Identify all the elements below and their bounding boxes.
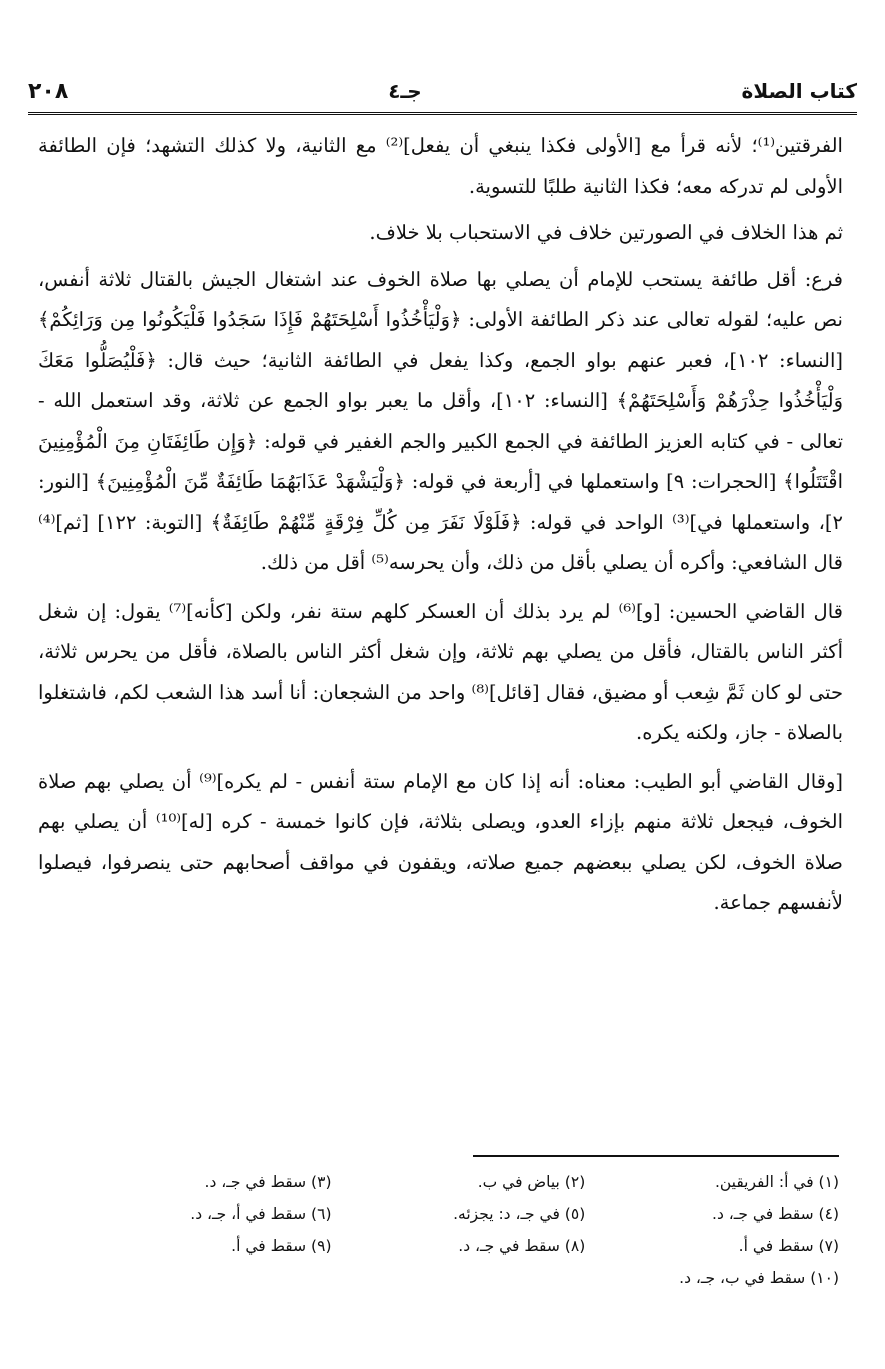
footnote-7: (٧) سقط في أ. <box>738 1237 839 1255</box>
main-text <box>38 126 843 930</box>
footnote-5: (٥) في جـ، د: يجزئه. <box>453 1205 586 1223</box>
footnote-10: (١٠) سقط في ب، جـ، د. <box>679 1269 839 1287</box>
footnote-3: (٣) سقط في جـ، د. <box>204 1173 332 1191</box>
page-header <box>28 74 857 108</box>
paragraph-2: ثم هذا الخلاف في الصورتين خلاف في الاستحباب بلا خلاف. <box>369 221 843 244</box>
paragraph-4: قال القاضي الحسين: [و]⁽⁶⁾ لم يرد بذلك أن العسكر كلهم ستة نفر، ولكن [كأنه]⁽⁷⁾ يقول: إن شغل أكثر الناس بالقتال، فأقل من يصلي بهم ثلاثة، وإن شغل أكثر الناس بالصلاة، فأقل من يحرس ثلاثة، حتى لو كان ثَمَّ شِعب أو مضيق، فقال [قائل]⁽⁸⁾ واحد من الشجعان: أنا أسد هذا الشعب لكم، فاشتغلوا بالصلاة - جاز، ولكنه يكره. <box>38 599 843 744</box>
footnote-2: (٢) بياض في ب. <box>477 1173 586 1191</box>
footnote-6: (٦) سقط في أ، جـ، د. <box>190 1205 332 1223</box>
footnote-8: (٨) سقط في جـ، د. <box>458 1237 586 1255</box>
paragraph-5: [وقال القاضي أبو الطيب: معناه: أنه إذا كان مع الإمام ستة أنفس - لم يكره]⁽⁹⁾ أن يصلي بهم صلاة الخوف، فيجعل ثلاثة منهم بإزاء العدو، ويصلى بثلاثة، فإن كانوا خمسة - كره [له]⁽¹⁰⁾ أن يصلي بهم صلاة الخوف، لكن يصلي ببعضهم جميع صلاته، ويقفون في مواقف أصحابهم حتى ينصرفوا، فيصلوا لأنفسهم جماعة. <box>38 769 844 914</box>
footnote-row <box>46 1198 839 1230</box>
footnote-4: (٤) سقط في جـ، د. <box>712 1205 839 1223</box>
footnote-row <box>46 1230 839 1262</box>
paragraph-3: فرع: أقل طائفة يستحب للإمام أن يصلي بها صلاة الخوف عند اشتغال الجيش بالقتال ثلاثة أنفس، نص عليه؛ لقوله تعالى عند ذكر الطائفة الأولى: ﴿وَلْيَأْخُذُوا أَسْلِحَتَهُمْ فَإِذَا سَجَدُوا فَلْيَكُونُوا مِن وَرَائِكُمْ﴾ [النساء: ١٠٢]، فعبر عنهم بواو الجمع، وكذا يفعل في الطائفة الثانية؛ حيث قال: ﴿فَلْيُصَلُّوا مَعَكَ وَلْيَأْخُذُوا حِذْرَهُمْ وَأَسْلِحَتَهُمْ﴾ [النساء: ١٠٢]، وأقل ما يعبر بواو الجمع عن ثلاثة، وقد استعمل الله - تعالى - في كتابه العزيز الطائفة في الجمع الكبير والجم الغفير في قوله: ﴿وَإِن طَائِفَتَانِ مِنَ الْمُؤْمِنِينَ اقْتَتَلُوا﴾ [الحجرات: ٩] واستعملها في [أربعة في قوله: ﴿وَلْيَشْهَدْ عَذَابَهُمَا طَائِفَةٌ مِّنَ الْمُؤْمِنِينَ﴾ [النور: ٢]، واستعملها في]⁽³⁾ الواحد في قوله: ﴿فَلَوْلَا نَفَرَ مِن كُلِّ فِرْقَةٍ مِّنْهُمْ طَائِفَةٌ﴾ [التوبة: ١٢٢] [ثم]⁽⁴⁾ قال الشافعي: وأكره أن يصلي بأقل من ذلك، وأن يحرسه⁽⁵⁾ أقل من ذلك. <box>38 267 843 574</box>
footnote-row <box>46 1262 839 1294</box>
footnote-divider <box>473 1155 839 1157</box>
footnotes <box>46 1166 839 1294</box>
page-number: ٢٠٨ <box>28 78 69 104</box>
volume-label: جـ٤ <box>388 79 422 103</box>
footnote-1: (١) في أ: الفريقين. <box>714 1173 839 1191</box>
footnote-9: (٩) سقط في أ. <box>231 1237 332 1255</box>
book-title: كتاب الصلاة <box>741 79 857 103</box>
footnote-row <box>46 1166 839 1198</box>
paragraph-1: الفرقتين⁽¹⁾؛ لأنه قرأ مع [الأولى فكذا ينبغي أن يفعل]⁽²⁾ مع الثانية، ولا كذلك التشهد؛ فإن الطائفة الأولى لم تدركه معه؛ فكذا الثانية طلبًا للتسوية. <box>38 134 843 198</box>
header-divider <box>28 112 857 118</box>
